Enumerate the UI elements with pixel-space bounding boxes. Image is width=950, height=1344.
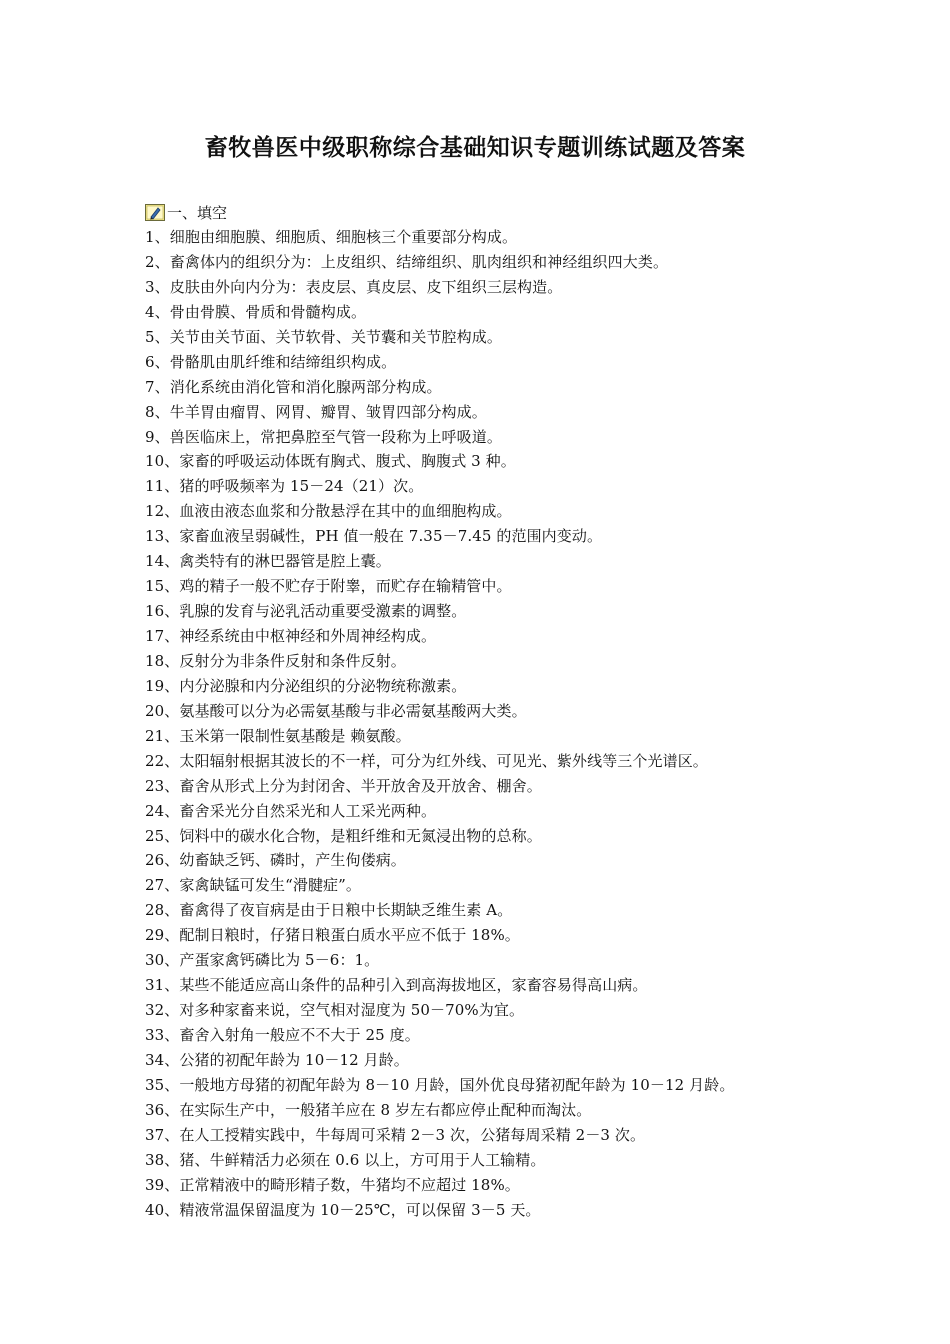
list-item: 19、内分泌腺和内分泌组织的分泌物统称激素。	[145, 676, 467, 695]
list-item: 5、关节由关节面、关节软骨、关节囊和关节腔构成。	[145, 327, 502, 346]
list-item: 26、幼畜缺乏钙、磷时，产生佝偻病。	[145, 851, 406, 870]
list-item: 4、骨由骨膜、骨质和骨髓构成。	[145, 302, 367, 321]
list-item: 27、家禽缺锰可发生“滑腱症”。	[145, 876, 362, 895]
list-item: 39、正常精液中的畸形精子数，牛猪均不应超过 18%。	[145, 1175, 520, 1194]
list-item: 14、禽类特有的淋巴器管是腔上囊。	[145, 552, 391, 571]
list-item: 13、家畜血液呈弱碱性，PH 值一般在 7.35－7.45 的范围内变动。	[145, 527, 603, 546]
list-item: 20、氨基酸可以分为必需氨基酸与非必需氨基酸两大类。	[145, 701, 527, 720]
list-item: 6、骨骼肌由肌纤维和结缔组织构成。	[145, 352, 397, 371]
list-item: 36、在实际生产中，一般猪羊应在 8 岁左右都应停止配种而淘汰。	[145, 1100, 592, 1119]
list-item: 25、饲料中的碳水化合物，是粗纤维和无氮浸出物的总称。	[145, 826, 542, 845]
list-item: 28、畜禽得了夜盲病是由于日粮中长期缺乏维生素 A。	[145, 901, 513, 920]
list-item: 7、消化系统由消化管和消化腺两部分构成。	[145, 377, 442, 396]
list-item: 31、某些不能适应高山条件的品种引入到高海拔地区，家畜容易得高山病。	[145, 976, 648, 995]
list-item: 9、兽医临床上，常把鼻腔至气管一段称为上呼吸道。	[145, 427, 502, 446]
list-item: 12、血液由液态血浆和分散悬浮在其中的血细胞构成。	[145, 502, 512, 521]
list-item: 17、神经系统由中枢神经和外周神经构成。	[145, 627, 437, 645]
question-list	[145, 225, 845, 1223]
list-item: 11、猪的呼吸频率为 15－24（21）次。	[145, 477, 424, 496]
list-item: 29、配制日粮时，仔猪日粮蛋白质水平应不低于 18%。	[145, 926, 520, 945]
list-item: 18、反射分为非条件反射和条件反射。	[145, 651, 406, 670]
list-item: 22、太阳辐射根据其波长的不一样，可分为红外线、可见光、紫外线等三个光谱区。	[145, 751, 708, 770]
list-item: 38、猪、牛鲜精活力必须在 0.6 以上，方可用于人工输精。	[145, 1150, 546, 1169]
document-title: 畜牧兽医中级职称综合基础知识专题训练试题及答案	[204, 135, 746, 161]
list-item: 24、畜舍采光分自然采光和人工采光两种。	[145, 801, 437, 820]
list-item: 15、鸡的精子一般不贮存于附睾，而贮存在输精管中。	[145, 577, 512, 596]
list-item: 37、在人工授精实践中，牛每周可采精 2－3 次，公猪每周采精 2－3 次。	[145, 1125, 646, 1144]
list-item: 1、细胞由细胞膜、细胞质、细胞核三个重要部分构成。	[145, 228, 518, 246]
list-item: 30、产蛋家禽钙磷比为 5－6：1。	[145, 951, 380, 970]
list-item: 35、一般地方母猪的初配年龄为 8－10 月龄，国外优良母猪初配年龄为 10－12 月龄。	[145, 1075, 735, 1094]
note-pencil-icon	[145, 204, 165, 221]
list-item: 21、玉米第一限制性氨基酸是 赖氨酸。	[145, 726, 411, 745]
list-item: 10、家畜的呼吸运动体既有胸式、腹式、胸腹式 3 种。	[145, 452, 516, 471]
list-item: 23、畜舍从形式上分为封闭舍、半开放舍及开放舍、棚舍。	[145, 776, 542, 795]
section-heading	[145, 200, 227, 224]
list-item: 2、畜禽体内的组织分为：上皮组织、结缔组织、肌肉组织和神经组织四大类。	[145, 252, 669, 271]
list-item: 34、公猪的初配年龄为 10－12 月龄。	[145, 1050, 409, 1069]
list-item: 40、精液常温保留温度为 10－25℃，可以保留 3－5 天。	[145, 1200, 541, 1219]
list-item: 32、对多种家畜来说，空气相对湿度为 50－70%为宜。	[145, 1001, 525, 1020]
list-item: 8、牛羊胃由瘤胃、网胃、瓣胃、皱胃四部分构成。	[145, 402, 487, 421]
list-item: 33、畜舍入射角一般应不不大于 25 度。	[145, 1026, 420, 1044]
list-item: 3、皮肤由外向内分为：表皮层、真皮层、皮下组织三层构造。	[145, 277, 563, 296]
list-item: 16、乳腺的发育与泌乳活动重要受激素的调整。	[145, 602, 467, 621]
section-label: 一、填空	[167, 203, 228, 222]
